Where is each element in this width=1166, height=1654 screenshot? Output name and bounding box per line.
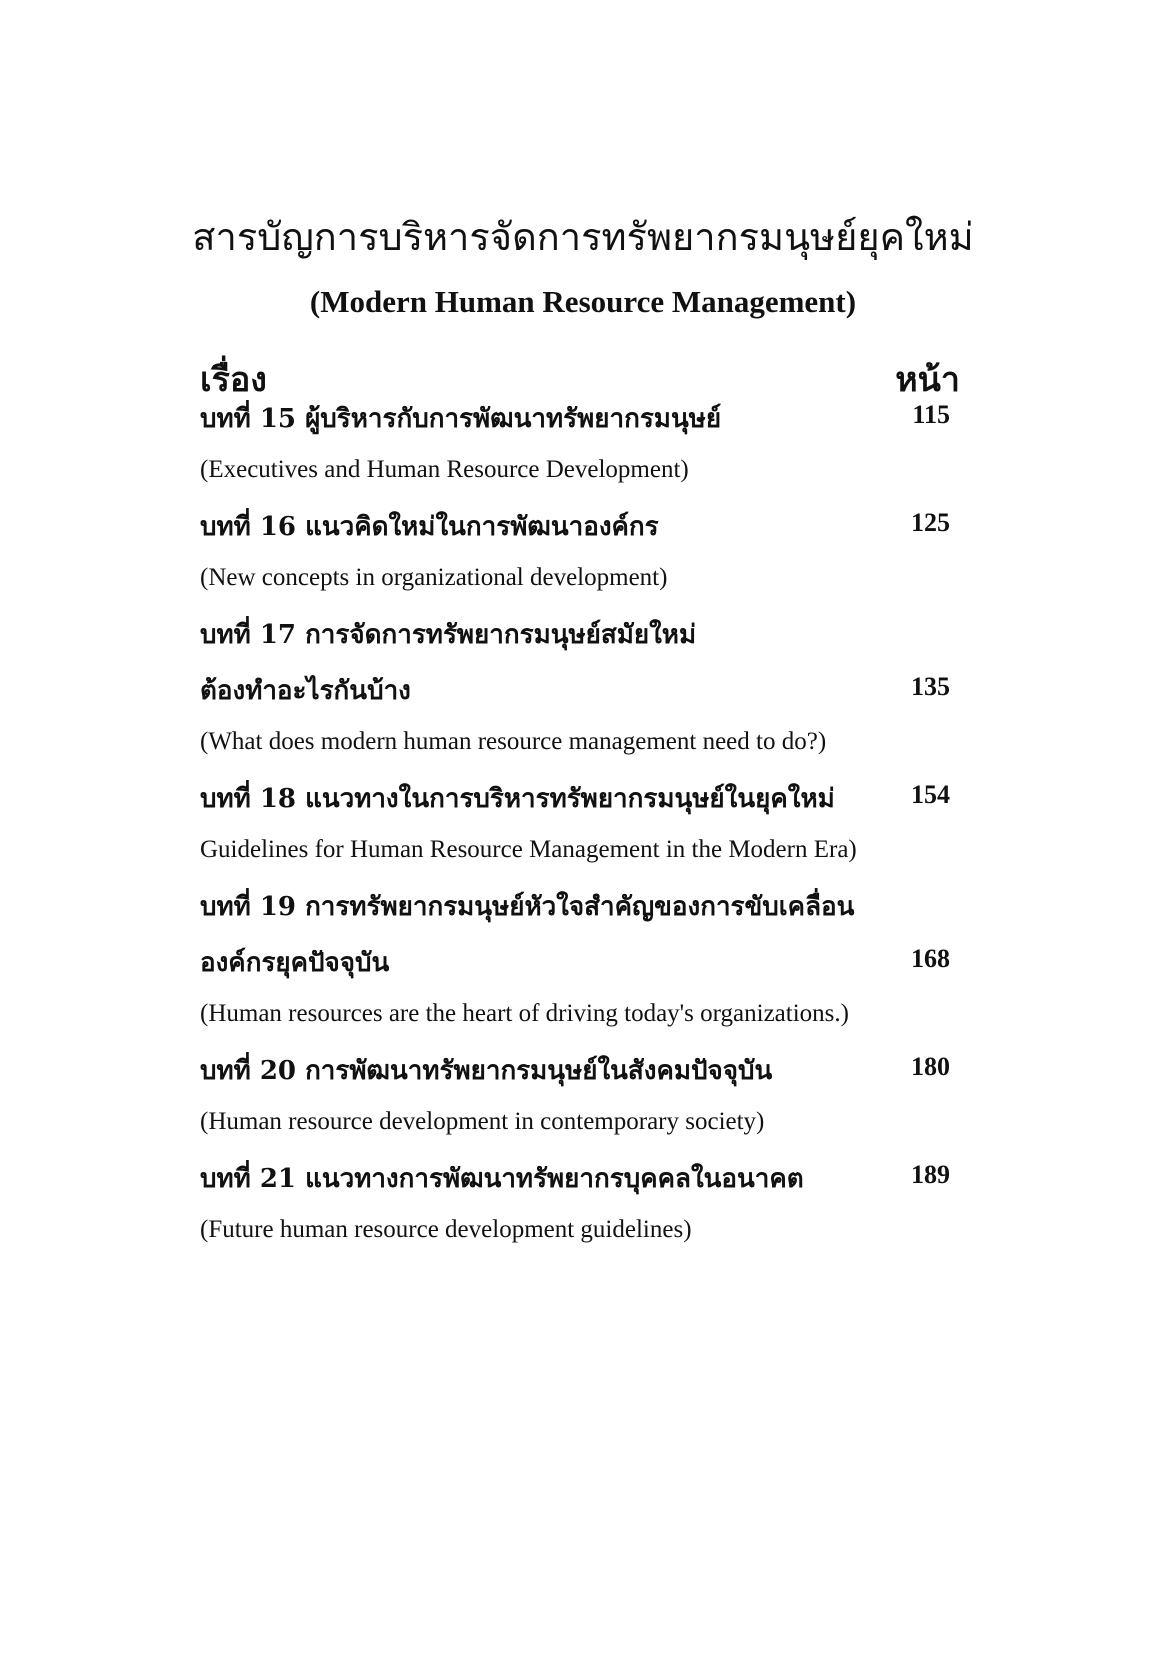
chapter-title-thai: บทที่ 19 การทรัพยากรมนุษย์หัวใจสำคัญของการขับเคลื่อน <box>200 892 855 922</box>
chapter-page-number: 125 <box>911 508 950 537</box>
chapter-title-english: (Future human resource development guidelines) <box>200 1216 692 1243</box>
chapter-title-english: (New concepts in organizational development) <box>200 564 668 591</box>
chapter-page-number: 154 <box>911 780 950 809</box>
page-column-label: หน้า <box>895 360 960 400</box>
chapter-title-thai: บทที่ 16 แนวคิดใหม่ในการพัฒนาองค์กร <box>200 512 659 542</box>
chapter-page-number: 189 <box>911 1160 950 1189</box>
chapter-page-number: 135 <box>911 672 950 701</box>
chapter-title-thai-continued: ต้องทำอะไรกันบ้าง <box>200 676 411 706</box>
page-title-english: (Modern Human Resource Management) <box>309 284 857 319</box>
chapter-page-number: 115 <box>912 400 950 429</box>
chapter-title-english: (Executives and Human Resource Development) <box>200 456 689 483</box>
chapter-page-number: 180 <box>911 1052 950 1081</box>
chapter-title-english: Guidelines for Human Resource Management in the Modern Era) <box>200 836 857 863</box>
chapter-title-thai: บทที่ 15 ผู้บริหารกับการพัฒนาทรัพยากรมนุษย์ <box>200 404 722 434</box>
chapter-title-thai: บทที่ 18 แนวทางในการบริหารทรัพยากรมนุษย์ในยุคใหม่ <box>200 784 835 814</box>
chapter-title-thai: บทที่ 20 การพัฒนาทรัพยากรมนุษย์ในสังคมปัจจุบัน <box>200 1056 773 1086</box>
page-title-thai: สารบัญการบริหารจัดการทรัพยากรมนุษย์ยุคใหม่ <box>192 215 974 259</box>
topic-column-label: เรื่อง <box>200 360 267 400</box>
chapter-title-thai: บทที่ 21 แนวทางการพัฒนาทรัพยากรบุคคลในอนาคต <box>200 1164 804 1194</box>
toc-header-row <box>200 352 960 402</box>
chapter-title-english: (Human resources are the heart of driving today's organizations.) <box>200 1000 849 1027</box>
chapter-title-english: (What does modern human resource management need to do?) <box>200 728 827 755</box>
chapter-title-thai-continued: องค์กรยุคปัจจุบัน <box>200 948 390 978</box>
chapter-title-english: (Human resource development in contemporary society) <box>200 1108 765 1135</box>
chapter-page-number: 168 <box>911 944 950 973</box>
chapter-title-thai: บทที่ 17 การจัดการทรัพยากรมนุษย์สมัยใหม่ <box>200 620 697 650</box>
